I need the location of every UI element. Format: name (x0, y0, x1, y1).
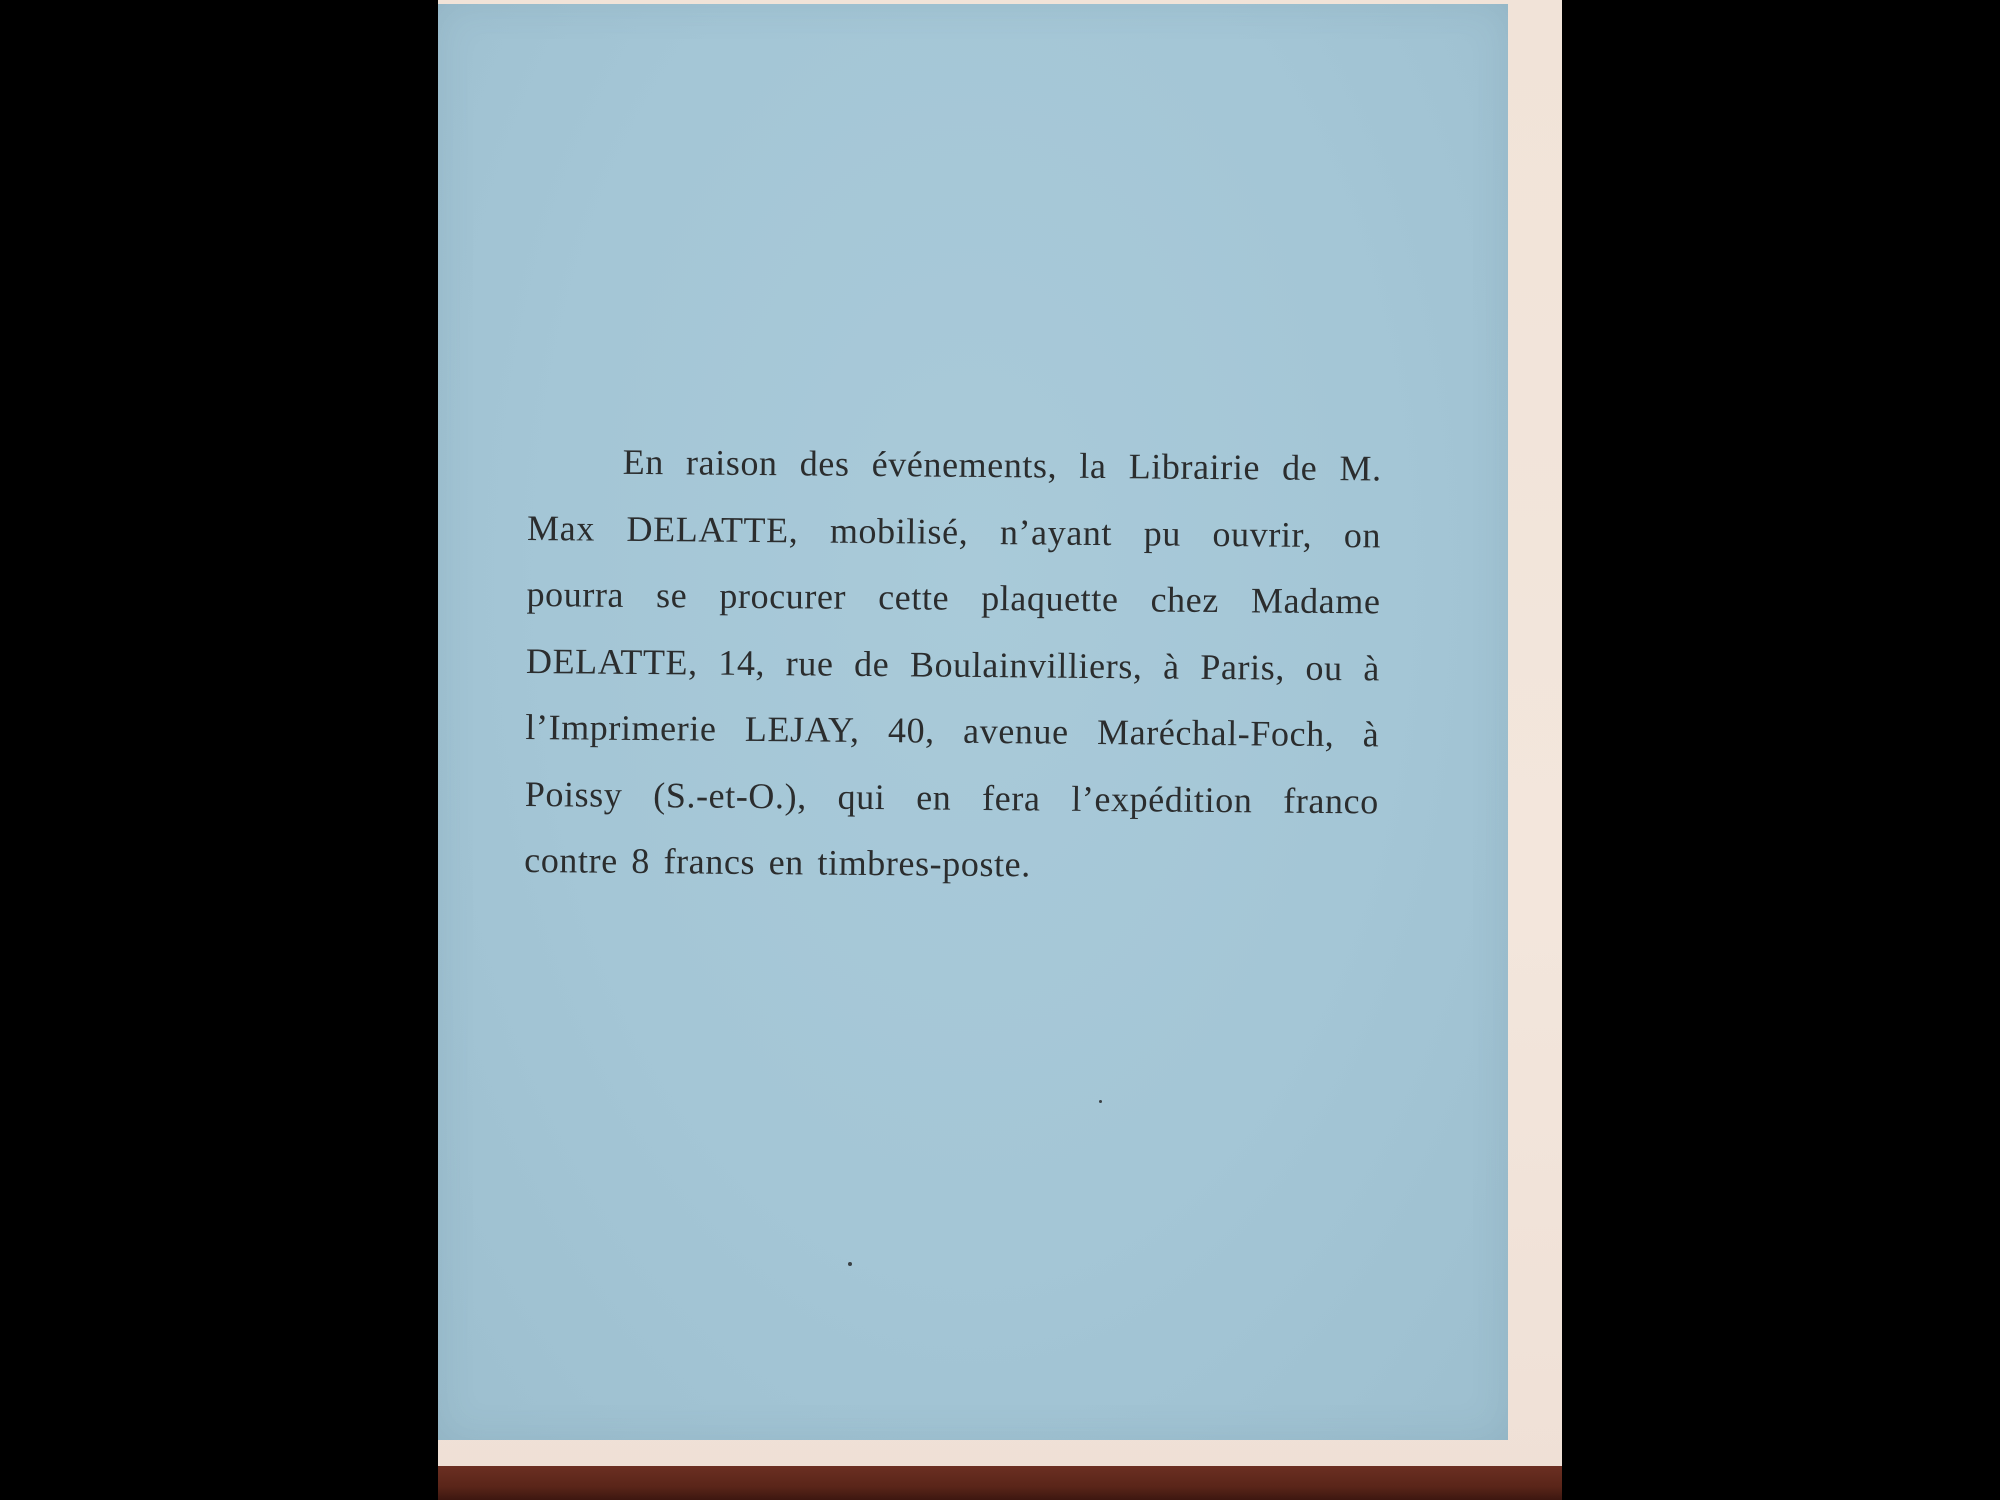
wooden-surface (438, 1466, 1562, 1500)
ink-speck (1099, 1100, 1102, 1103)
notice-paragraph: En raison des événements, la Librairie de M. Max DELATTE, mobilisé, n’ayant pu ouvrir, on pourra se procurer cette plaquette chez Madame DELATTE, 14, rue de Boulainvilliers, à Paris, ou à l’Imprimerie LEJAY, 40, avenue Maréchal-Foch, à Poissy (S.-et-O.), qui en fera l’expédition franco contre 8 francs en timbres-poste. (524, 441, 1382, 885)
ink-speck (848, 1262, 852, 1266)
